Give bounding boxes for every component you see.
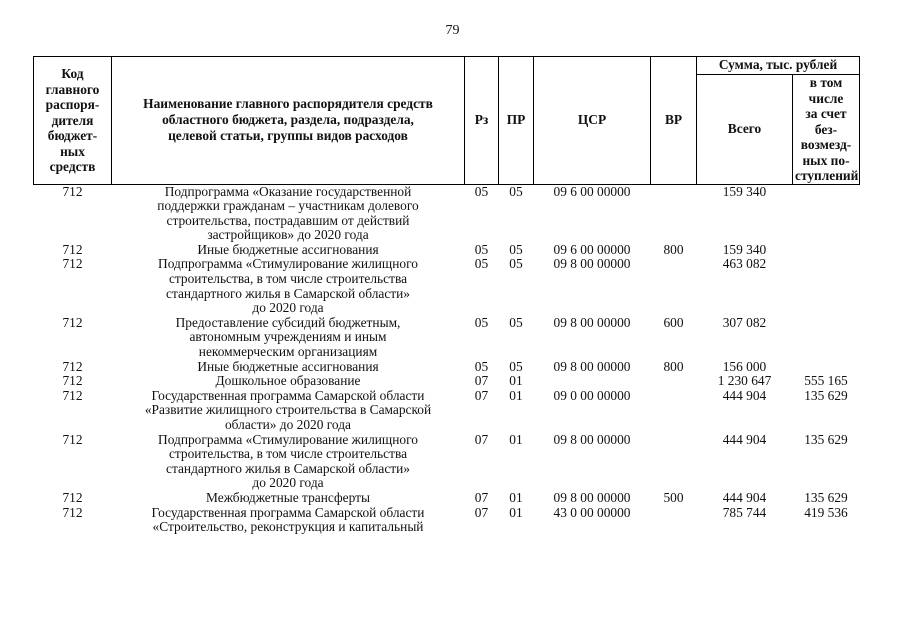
cell-csr: 09 8 00 00000	[553, 256, 631, 272]
cell-csr: 09 6 00 00000	[553, 183, 631, 199]
cell-rz: 07	[474, 504, 489, 520]
header-code	[34, 57, 112, 185]
cell-name	[112, 374, 465, 389]
cell-code: 712	[62, 504, 83, 520]
header-grants-line: возмезд-	[800, 137, 852, 152]
cell-name-line: Подпрограмма «Оказание государственной	[164, 183, 412, 199]
cell-rz: 07	[474, 387, 489, 403]
header-code-line: ных	[60, 143, 85, 159]
cell-name-line: «Строительство, реконструкция и капитальный	[152, 519, 424, 535]
cell-pr: 01	[509, 387, 523, 403]
table-row	[34, 257, 860, 315]
cell-code: 712	[62, 314, 83, 330]
header-name	[112, 57, 465, 185]
cell-code: 712	[62, 387, 83, 403]
cell-total: 307 082	[722, 314, 767, 330]
header-code-line: дителя	[51, 112, 94, 128]
table-row	[34, 389, 860, 433]
header-name-line: целевой статьи, группы видов расходов	[168, 128, 408, 144]
cell-pr: 01	[509, 373, 523, 389]
cell-grants: 419 536	[804, 504, 848, 520]
cell-total: 444 904	[722, 489, 767, 505]
cell-name-line: автономным учреждениям и иным	[189, 329, 387, 345]
cell-name	[112, 389, 465, 433]
cell-name-line: Подпрограмма «Стимулирование жилищного	[158, 431, 418, 447]
table-body	[34, 184, 860, 535]
cell-rz: 07	[474, 373, 489, 389]
cell-name-line: стандартного жилья в Самарской области»	[166, 460, 410, 476]
cell-code: 712	[62, 183, 83, 199]
header-code-line: средств	[49, 159, 96, 174]
cell-name-line: Иные бюджетные ассигнования	[197, 241, 379, 257]
header-csr: ЦСР	[534, 57, 651, 185]
cell-rz: 05	[474, 256, 489, 272]
cell-name	[112, 433, 465, 491]
cell-code: 712	[62, 489, 83, 505]
cell-name-line: Подпрограмма «Стимулирование жилищного	[158, 256, 418, 272]
cell-vr: 500	[663, 489, 684, 505]
cell-pr: 01	[509, 504, 523, 520]
cell-rz: 07	[474, 431, 489, 447]
cell-vr	[651, 184, 697, 243]
cell-name-line: застройщиков» до 2020 года	[207, 227, 369, 243]
cell-vr	[651, 389, 697, 433]
cell-vr: 800	[663, 358, 684, 374]
cell-grants	[793, 184, 860, 243]
cell-rz: 05	[474, 358, 489, 374]
table-row	[34, 360, 860, 375]
cell-name-line: поддержки гражданам – участникам долевого	[157, 198, 419, 214]
cell-pr: 05	[509, 256, 523, 272]
cell-name-line: Государственная программа Самарской области	[151, 504, 425, 520]
budget-table	[33, 56, 860, 535]
header-code-line: бюджет-	[47, 128, 98, 143]
header-grants-line: ных по-	[802, 152, 850, 168]
cell-grants	[793, 316, 860, 360]
cell-pr: 05	[509, 241, 523, 257]
cell-code: 712	[62, 373, 83, 389]
cell-csr: 09 8 00 00000	[553, 489, 631, 505]
cell-code: 712	[62, 358, 83, 374]
table-row	[34, 184, 860, 243]
cell-name	[112, 316, 465, 360]
cell-total: 159 340	[722, 183, 767, 199]
cell-vr: 600	[663, 314, 684, 330]
cell-name-line: стандартного жилья в Самарской области»	[166, 285, 410, 301]
cell-name-line: Государственная программа Самарской области	[151, 387, 425, 403]
header-name-line: областного бюджета, раздела, подраздела,	[162, 112, 414, 128]
header-grants-line: ступлений	[795, 168, 859, 183]
table-row	[34, 374, 860, 389]
cell-pr: 05	[509, 183, 523, 199]
cell-csr: 09 8 00 00000	[553, 358, 631, 374]
cell-rz: 07	[474, 489, 489, 505]
cell-pr: 05	[509, 358, 523, 374]
cell-name-line: Предоставление субсидий бюджетным,	[175, 314, 401, 330]
cell-vr	[651, 257, 697, 315]
header-vr: ВР	[651, 57, 697, 185]
cell-name-line: области» до 2020 года	[224, 417, 351, 432]
cell-name	[112, 184, 465, 243]
cell-grants	[793, 360, 860, 375]
cell-name-line: строительства, в том числе строительства	[168, 446, 408, 462]
cell-total: 1 230 647	[717, 373, 772, 389]
cell-pr: 05	[509, 314, 523, 330]
table-row	[34, 433, 860, 491]
cell-name-line: Иные бюджетные ассигнования	[197, 358, 379, 374]
cell-code: 712	[62, 241, 83, 257]
table-row	[34, 491, 860, 506]
cell-pr: 01	[509, 431, 523, 447]
cell-grants: 135 629	[804, 431, 848, 447]
cell-rz: 05	[474, 241, 489, 257]
cell-grants: 555 165	[804, 373, 848, 389]
header-code-line: распоря-	[45, 97, 100, 112]
cell-csr	[534, 374, 651, 389]
cell-name	[112, 257, 465, 315]
cell-vr	[651, 374, 697, 389]
cell-grants: 135 629	[804, 489, 848, 505]
header-grants-line: за счет без-	[805, 106, 847, 137]
cell-name-line: Межбюджетные трансферты	[206, 489, 370, 505]
cell-code: 712	[62, 256, 83, 272]
cell-csr: 09 6 00 00000	[553, 241, 631, 257]
cell-name-line: некоммерческим организациям	[198, 344, 378, 360]
cell-rz: 05	[474, 183, 489, 199]
header-total: Всего	[697, 75, 793, 185]
cell-name-line: «Развитие жилищного строительства в Самарской	[144, 402, 432, 418]
cell-vr: 800	[663, 241, 684, 257]
header-code-line: Код	[61, 66, 84, 81]
cell-rz: 05	[474, 314, 489, 330]
cell-name	[112, 360, 465, 375]
cell-grants: 135 629	[804, 387, 848, 403]
cell-name-line: до 2020 года	[252, 475, 324, 491]
cell-code: 712	[62, 431, 83, 447]
cell-name	[112, 243, 465, 258]
table-row	[34, 506, 860, 535]
header-rz: Рз	[465, 57, 499, 185]
cell-vr	[651, 433, 697, 491]
cell-grants	[793, 257, 860, 315]
cell-total: 444 904	[722, 387, 767, 403]
header-name-line: Наименование главного распорядителя средств	[143, 96, 433, 112]
header-pr: ПР	[499, 57, 534, 185]
header-code-line: главного	[45, 81, 100, 97]
cell-csr: 09 8 00 00000	[553, 314, 631, 330]
cell-csr: 43 0 00 00000	[553, 504, 631, 520]
cell-name-line: строительства, пострадавшим от действий	[166, 212, 410, 228]
cell-total: 463 082	[722, 256, 767, 272]
cell-name-line: строительства, в том числе строительства	[168, 271, 408, 287]
cell-name-line: до 2020 года	[252, 300, 324, 316]
table-row	[34, 243, 860, 258]
header-grants-line: в том числе	[808, 75, 844, 106]
page-number: 79	[445, 23, 460, 38]
header-sum: Сумма, тыс. рублей	[697, 57, 860, 75]
header-grants	[793, 75, 860, 185]
cell-name	[112, 491, 465, 506]
cell-total: 159 340	[722, 241, 767, 257]
cell-total: 156 000	[722, 358, 767, 374]
cell-total: 444 904	[722, 431, 767, 447]
cell-pr: 01	[509, 489, 523, 505]
cell-total: 785 744	[722, 504, 767, 520]
cell-csr: 09 0 00 00000	[553, 387, 631, 403]
cell-csr: 09 8 00 00000	[553, 431, 631, 447]
cell-grants	[793, 243, 860, 258]
cell-name-line: Дошкольное образование	[215, 373, 361, 389]
cell-name	[112, 506, 465, 535]
cell-vr	[651, 506, 697, 535]
table-row	[34, 316, 860, 360]
